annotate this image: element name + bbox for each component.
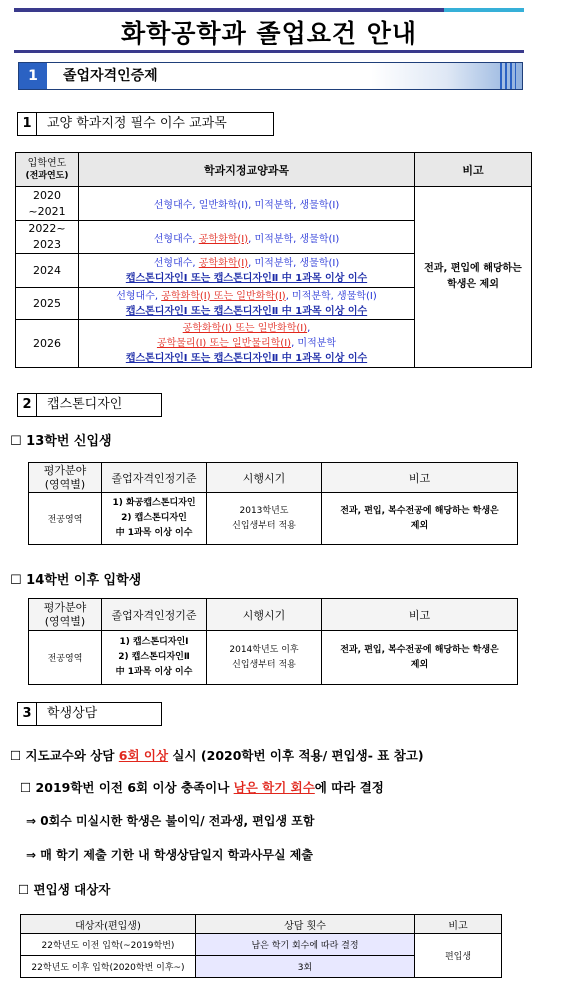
course-text-highlight: 공학화학(Ⅰ) <box>198 233 249 245</box>
table-row-courses: 선형대수, 일반화학(Ⅰ), 미적분학, 생물학(Ⅰ) <box>79 187 415 221</box>
col-header-note: 비고 <box>415 153 532 187</box>
header-subtext: (전과연도) <box>25 170 69 181</box>
capstone-13-table <box>28 462 518 545</box>
table-row-year: 2026 <box>16 320 79 368</box>
section-header-graduation-cert <box>18 62 523 90</box>
table-row-year: 2020 ~2021 <box>16 187 79 221</box>
cell-note: 전과, 편입, 복수전공에 해당하는 학생은 제외 <box>322 631 518 685</box>
col-header-target: 대상자(편입생) <box>21 915 196 934</box>
course-text: , 미적분학, 생물학(Ⅰ) <box>248 233 340 245</box>
course-text-highlight: 공학화학(Ⅰ) 또는 일반화학(Ⅰ) <box>182 323 308 334</box>
col-header-count: 상담 횟수 <box>196 915 415 934</box>
course-text-highlight: 공학물리(Ⅰ) 또는 일반물리학(Ⅰ) <box>156 338 292 349</box>
subheading-capstone <box>17 393 162 417</box>
subheading-number: 2 <box>18 394 37 416</box>
counseling-rule-1 <box>10 746 424 764</box>
capstone-requirement: 캡스톤디자인Ⅰ 또는 캡스톤디자인Ⅱ 中 1과목 이상 이수 <box>125 305 368 317</box>
table-row-courses <box>79 221 415 254</box>
section-label: 졸업자격인증제 <box>63 68 158 84</box>
col-header-year <box>16 153 79 187</box>
section-number: 1 <box>19 63 47 89</box>
col-header-note: 비고 <box>322 599 518 631</box>
cell-count: 3회 <box>196 956 415 978</box>
required-courses-table <box>15 152 532 368</box>
col-header-area: 평가분야 (영역별) <box>29 463 102 493</box>
cell-criteria: 1) 캡스톤디자인Ⅰ 2) 캡스톤디자인Ⅱ 中 1과목 이상 이수 <box>102 631 207 685</box>
cell-target: 22학년도 이후 입학(2020학번 이후~) <box>21 956 196 978</box>
course-text: , <box>307 323 311 334</box>
table-row-year: 2024 <box>16 254 79 288</box>
subheading-counseling <box>17 702 162 726</box>
table-row-courses <box>79 288 415 320</box>
transfer-counseling-table <box>20 914 502 978</box>
course-text: 선형대수, <box>153 233 199 245</box>
counseling-note-2: ⇒ 매 학기 제출 기한 내 학생상담일지 학과사무실 제출 <box>26 848 313 862</box>
col-header-period: 시행시기 <box>207 463 322 493</box>
table-row-courses <box>79 254 415 288</box>
table-row-year: 2022~ 2023 <box>16 221 79 254</box>
text: ☐ 지도교수와 상담 <box>10 748 119 763</box>
title-bottom-rule <box>14 50 524 53</box>
counseling-note-1: ⇒ 0회수 미실시한 학생은 불이익/ 전과생, 편입생 포함 <box>26 814 315 828</box>
subheading-label: 캡스톤디자인 <box>47 397 123 412</box>
table-row-courses <box>79 320 415 368</box>
cell-count: 남은 학기 회수에 따라 결정 <box>196 934 415 956</box>
course-text: , 미적분학 <box>291 338 337 349</box>
cell-period: 2013학년도 신입생부터 적용 <box>207 493 322 545</box>
group-heading-14: ☐ 14학번 이후 입학생 <box>10 573 142 588</box>
subheading-number: 1 <box>18 113 37 135</box>
col-header-note: 비고 <box>415 915 502 934</box>
course-text: 선형대수, <box>116 290 162 302</box>
cell-target: 22학년도 이전 입학(~2019학번) <box>21 934 196 956</box>
text: 실시 (2020학번 이후 적용/ 편입생- 표 참고) <box>168 748 424 763</box>
cell-criteria: 1) 화공캡스톤디자인 2) 캡스톤디자인 中 1과목 이상 이수 <box>102 493 207 545</box>
col-header-courses: 학과지정교양과목 <box>79 153 415 187</box>
text: 에 따라 결정 <box>314 780 384 795</box>
subheading-number: 3 <box>18 703 37 725</box>
note-exclusion: 전과, 편입에 해당하는 학생은 제외 <box>415 187 532 368</box>
course-text: , 미적분학, 생물학(Ⅰ) <box>285 290 377 302</box>
subheading-liberal-arts <box>17 112 274 136</box>
course-text: , 미적분학, 생물학(Ⅰ) <box>248 257 340 269</box>
col-header-criteria: 졸업자격인정기준 <box>102 599 207 631</box>
transfer-heading: ☐ 편입생 대상자 <box>18 882 111 897</box>
col-header-criteria: 졸업자격인정기준 <box>102 463 207 493</box>
counseling-rule-2 <box>20 778 384 796</box>
cell-period: 2014학년도 이후 신입생부터 적용 <box>207 631 322 685</box>
capstone-requirement: 캡스톤디자인Ⅰ 또는 캡스톤디자인Ⅱ 中 1과목 이상 이수 <box>125 272 368 284</box>
course-text-highlight: 공학화학(Ⅰ) <box>198 257 249 269</box>
cell-note: 전과, 편입, 복수전공에 해당하는 학생은 제외 <box>322 493 518 545</box>
text-highlight: 6회 이상 <box>118 748 169 763</box>
capstone-requirement: 캡스톤디자인Ⅰ 또는 캡스톤디자인Ⅱ 中 1과목 이상 이수 <box>125 353 368 364</box>
col-header-note: 비고 <box>322 463 518 493</box>
group-heading-13: ☐ 13학번 신입생 <box>10 434 112 449</box>
table-row-year: 2025 <box>16 288 79 320</box>
decorative-stripes <box>500 63 516 89</box>
col-header-period: 시행시기 <box>207 599 322 631</box>
subheading-label: 교양 학과지정 필수 이수 교과목 <box>47 116 227 131</box>
text-highlight: 남은 학기 회수 <box>233 780 315 795</box>
capstone-14-table <box>28 598 518 685</box>
title-top-rule <box>14 8 524 12</box>
subheading-label: 학생상담 <box>47 706 98 721</box>
page-title: 화학공학과 졸업요건 안내 <box>120 19 418 48</box>
header-text: 입학연도 <box>27 157 67 169</box>
cell-note: 편입생 <box>415 934 502 978</box>
text: ☐ 2019학번 이전 6회 이상 충족이나 <box>20 780 234 795</box>
cell-area: 전공영역 <box>29 631 102 685</box>
col-header-area: 평가분야 (영역별) <box>29 599 102 631</box>
course-text: 선형대수, <box>153 257 199 269</box>
cell-area: 전공영역 <box>29 493 102 545</box>
course-text-highlight: 공학화학(Ⅰ) 또는 일반화학(Ⅰ) <box>161 290 286 302</box>
